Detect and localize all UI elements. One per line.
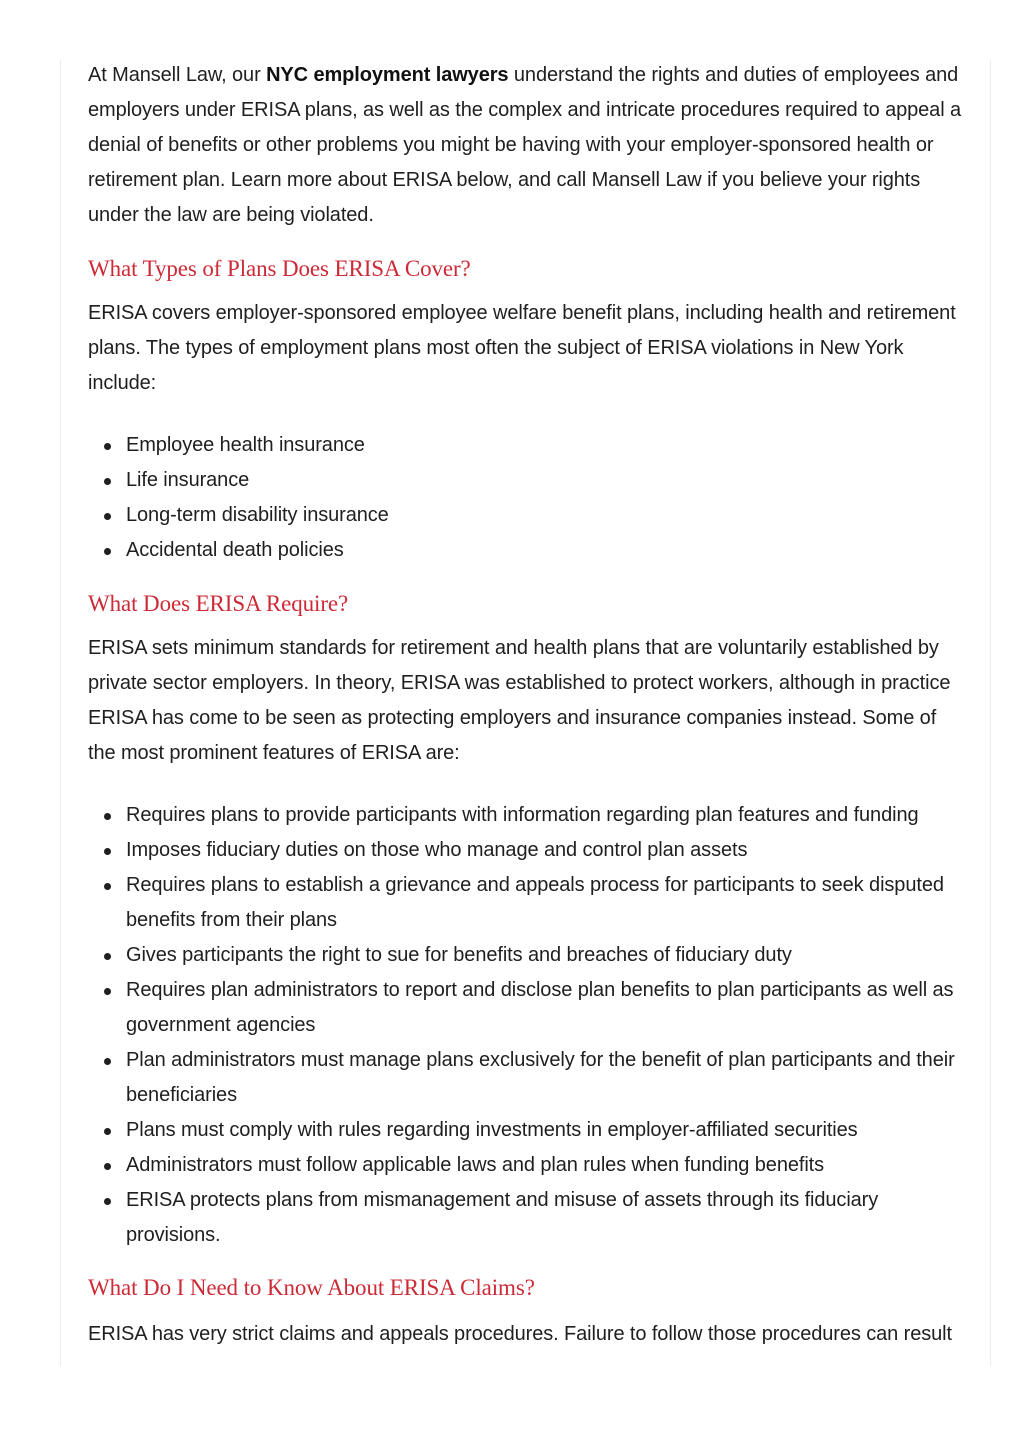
heading-erisa-claims: What Do I Need to Know About ERISA Claims? xyxy=(88,1275,535,1300)
bullet-icon xyxy=(104,1128,111,1135)
list-item: Requires plan administrators to report and disclose plan benefits to plan participants as well as government agencies xyxy=(88,973,968,1043)
list-item: Plan administrators must manage plans exclusively for the benefit of plan participants and their beneficiaries xyxy=(88,1043,968,1113)
list-item: Gives participants the right to sue for benefits and breaches of fiduciary duty xyxy=(88,938,968,973)
bullet-icon xyxy=(104,443,111,450)
list-item: ERISA protects plans from mismanagement and misuse of assets through its fiduciary provisions. xyxy=(88,1183,968,1253)
article-content xyxy=(88,58,968,1352)
claims-paragraph: ERISA has very strict claims and appeals procedures. Failure to follow those procedures can result xyxy=(88,1323,952,1345)
list-item: Requires plans to provide participants with information regarding plan features and funding xyxy=(88,798,968,833)
bullet-icon xyxy=(104,883,111,890)
bullet-icon xyxy=(104,1058,111,1065)
list-item: Plans must comply with rules regarding investments in employer-affiliated securities xyxy=(88,1113,968,1148)
heading-erisa-requirements: What Does ERISA Require? xyxy=(88,591,349,616)
list-item: Life insurance xyxy=(88,463,968,498)
plan-types-list xyxy=(88,428,968,568)
bullet-icon xyxy=(104,813,111,820)
bullet-icon xyxy=(104,848,111,855)
plan-types-paragraph: ERISA covers employer-sponsored employee welfare benefit plans, including health and retirement plans. The types of employment plans most often the subject of ERISA violations in New York include: xyxy=(88,302,956,394)
bullet-icon xyxy=(104,513,111,520)
list-item: Accidental death policies xyxy=(88,533,968,568)
bullet-icon xyxy=(104,1163,111,1170)
bullet-icon xyxy=(104,1198,111,1205)
intro-text-after: understand the rights and duties of employees and employers under ERISA plans, as well as the complex and intricate procedures required to appeal a denial of benefits or other problems you might be having with your employer-sponsored health or retirement plan. Learn more about ERISA below, and call Mansell Law if you believe your rights under the law are being violated. xyxy=(88,64,962,226)
bullet-icon xyxy=(104,988,111,995)
bullet-icon xyxy=(104,953,111,960)
nyc-employment-lawyers-link[interactable]: NYC employment lawyers xyxy=(266,64,509,86)
list-item: Imposes fiduciary duties on those who manage and control plan assets xyxy=(88,833,968,868)
bullet-icon xyxy=(104,548,111,555)
requirements-list xyxy=(88,798,968,1253)
intro-paragraph xyxy=(88,58,968,233)
bullet-icon xyxy=(104,478,111,485)
list-item: Administrators must follow applicable laws and plan rules when funding benefits xyxy=(88,1148,968,1183)
intro-text-before: At Mansell Law, our xyxy=(88,64,267,86)
list-item: Employee health insurance xyxy=(88,428,968,463)
requirements-paragraph: ERISA sets minimum standards for retirement and health plans that are voluntarily established by private sector employers. In theory, ERISA was established to protect workers, although in practice ERISA has come to be seen as protecting employers and insurance companies instead. Some of the most prominent features of ERISA are: xyxy=(88,637,951,764)
heading-plan-types: What Types of Plans Does ERISA Cover? xyxy=(88,256,471,281)
list-item: Requires plans to establish a grievance and appeals process for participants to seek disputed benefits from their plans xyxy=(88,868,968,938)
list-item: Long-term disability insurance xyxy=(88,498,968,533)
